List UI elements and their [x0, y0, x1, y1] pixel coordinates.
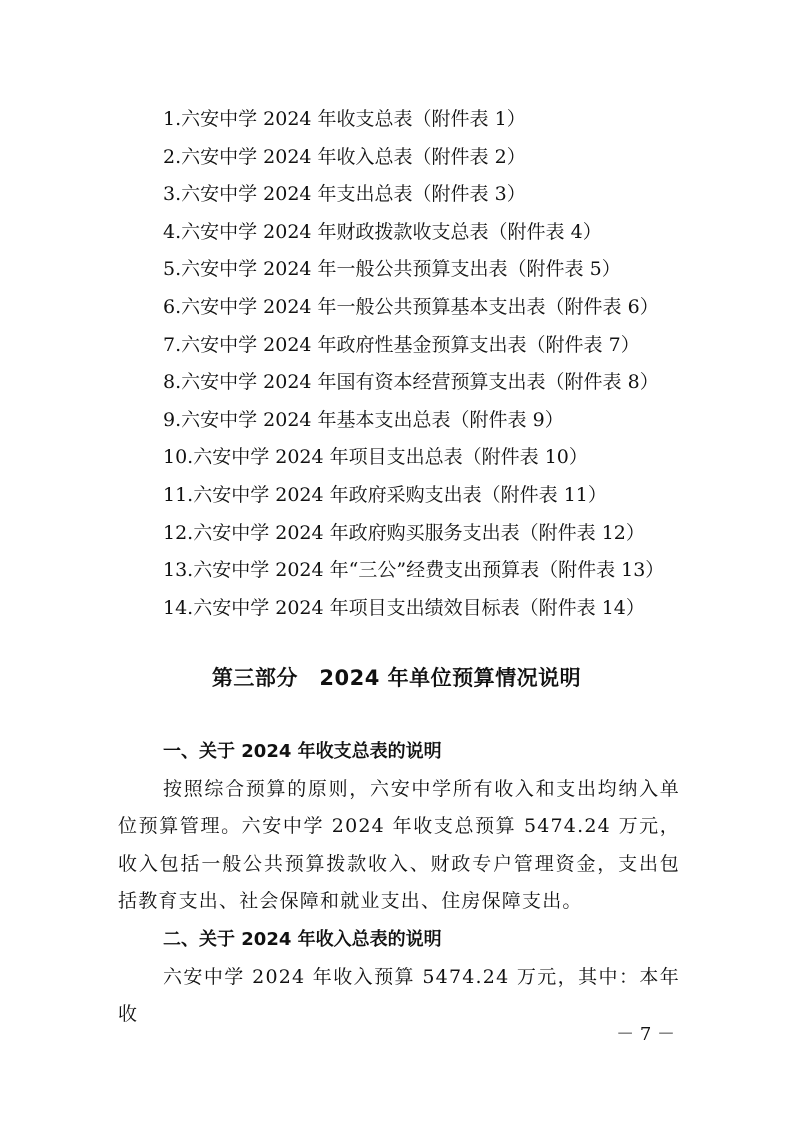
attachment-item: 3.六安中学 2024 年支出总表（附件表 3） [163, 183, 526, 206]
attachment-item: 12.六安中学 2024 年政府购买服务支出表（附件表 12） [163, 521, 645, 544]
attachment-list [163, 101, 763, 627]
attachment-item: 14.六安中学 2024 年项目支出绩效目标表（附件表 14） [163, 596, 645, 619]
attachment-item: 1.六安中学 2024 年收支总表（附件表 1） [163, 108, 526, 130]
attachment-item: 2.六安中学 2024 年收入总表（附件表 2） [163, 145, 526, 168]
section-title: 第三部分 2024 年单位预算情况说明 [211, 666, 582, 690]
attachment-item: 10.六安中学 2024 年项目支出总表（附件表 10） [163, 446, 588, 469]
attachment-item: 6.六安中学 2024 年一般公共预算基本支出表（附件表 6） [163, 295, 659, 318]
page-number: － 7 － [616, 1024, 675, 1045]
paragraph-income-summary: 六安中学 2024 年收入预算 5474.24 万元，其中：本年收 [118, 965, 680, 1026]
attachment-item: 8.六安中学 2024 年国有资本经营预算支出表（附件表 8） [163, 371, 659, 394]
attachment-item: 7.六安中学 2024 年政府性基金预算支出表（附件表 7） [163, 333, 640, 356]
attachment-item: 13.六安中学 2024 年“三公”经费支出预算表（附件表 13） [163, 559, 665, 582]
heading-income-expense-summary: 一、关于 2024 年收支总表的说明 [163, 741, 442, 762]
attachment-item: 11.六安中学 2024 年政府采购支出表（附件表 11） [163, 483, 607, 506]
paragraph-income-expense-summary: 按照综合预算的原则，六安中学所有收入和支出均纳入单位预算管理。六安中学 2024 年收支总预算 5474.24 万元，收入包括一般公共预算拨款收入、财政专户管理资金，支出包括教育支出、社会保障和就业支出、住房保障支出。 [118, 777, 680, 913]
heading-income-summary: 二、关于 2024 年收入总表的说明 [163, 928, 442, 950]
attachment-item: 9.六安中学 2024 年基本支出总表（附件表 9） [163, 408, 564, 431]
attachment-item: 5.六安中学 2024 年一般公共预算支出表（附件表 5） [163, 258, 621, 281]
attachment-item: 4.六安中学 2024 年财政拨款收支总表（附件表 4） [163, 220, 602, 243]
section-body [118, 733, 680, 1034]
